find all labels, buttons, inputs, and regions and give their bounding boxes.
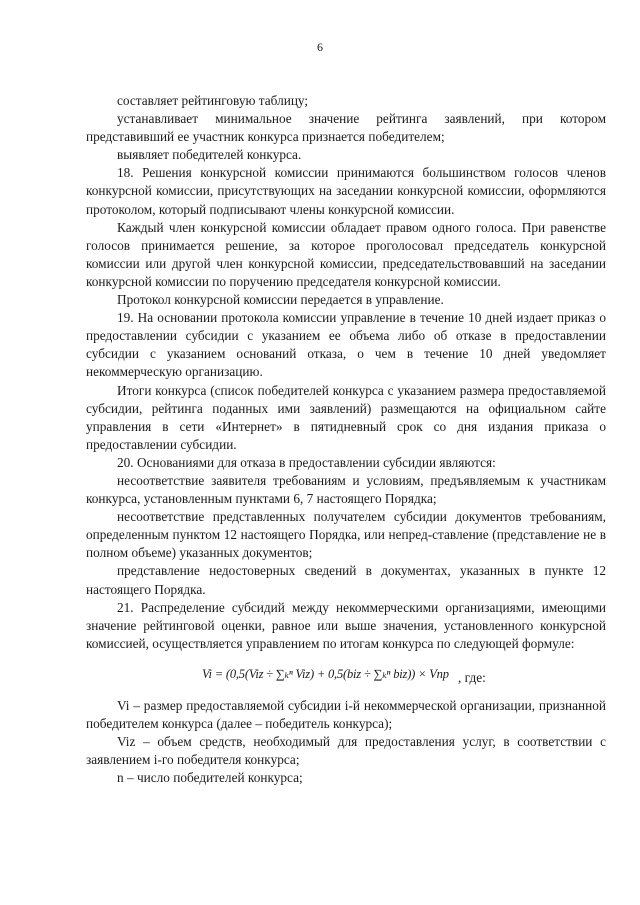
paragraph-clause-21: 21. Распределение субсидий между некоммерческими организациями, имеющими значение рейтинговой оценки, равное или выше значения, установленного конкурсной комиссией, осуществляется управлением по итогам конкурса по следующей формуле: bbox=[86, 599, 606, 651]
page-number: 6 bbox=[317, 40, 323, 54]
definition-viz: Viz – объем средств, необходимый для предоставления услуг, в соответствии с заявлением i-го победителя конкурса; bbox=[86, 734, 606, 768]
paragraph: несоответствие представленных получателем субсидии документов требованиям, определенным пунктом 12 настоящего Порядка, или непред-ставление (представление не в полном объеме) указанных документов; bbox=[86, 509, 606, 561]
subsidy-formula: Vi = (0,5(Viz ÷ ∑ₖⁿ Viz) + 0,5(biz ÷ ∑ₖⁿ biz)) × Vnp bbox=[202, 666, 449, 681]
formula-suffix: , где: bbox=[458, 669, 486, 685]
paragraph-clause-19: 19. На основании протокола комиссии управление в течение 10 дней издает приказ о предоставлении субсидии с указанием ее объема либо об отказе в предоставлении субсидии с указанием оснований отказа, о чем в течение 10 дней уведомляет некоммерческую организацию. bbox=[86, 310, 606, 380]
paragraph: устанавливает минимальное значение рейтинга заявлений, при котором представивший ее участник конкурса признается победителем; bbox=[86, 111, 606, 145]
paragraph: Каждый член конкурсной комиссии обладает правом одного голоса. При равенстве голосов принимается решение, за которое проголосовал председатель конкурсной комиссии или другой член конкурсной комиссии, председательствовавший на заседании конкурсной комиссии по поручению председателя конкурсной комиссии. bbox=[86, 219, 606, 289]
paragraph: выявляет победителей конкурса. bbox=[117, 147, 302, 163]
paragraph-clause-18: 18. Решения конкурсной комиссии принимаются большинством голосов членов конкурсной комиссии, присутствующих на заседании конкурсной комиссии, оформляются протоколом, который подписывают члены конкурсной комиссии. bbox=[86, 165, 606, 217]
paragraph: представление недостоверных сведений в документах, указанных в пункте 12 настоящего Порядка. bbox=[86, 563, 606, 597]
paragraph-clause-20: 20. Основаниями для отказа в предоставлении субсидии являются: bbox=[117, 454, 496, 470]
formula-row bbox=[86, 657, 606, 691]
paragraph: Протокол конкурсной комиссии передается в управление. bbox=[117, 292, 444, 308]
paragraph: составляет рейтинговую таблицу; bbox=[117, 93, 309, 108]
definition-n: n – число победителей конкурса; bbox=[117, 770, 303, 786]
paragraph: Итоги конкурса (список победителей конкурса с указанием размера предоставляемой субсидии, рейтинга поданных ими заявлений) размещаются на официальном сайте управления в сети «Интернет» в пятидневный срок со дня издания приказа о предоставлении субсидии. bbox=[86, 382, 606, 452]
paragraph: несоответствие заявителя требованиям и условиям, предъявляемым к участникам конкурса, установленным пунктами 6, 7 настоящего Порядка; bbox=[86, 472, 606, 507]
definition-vi: Vi – размер предоставляемой субсидии i-й некоммерческой организации, признанной победителем конкурса (далее – победитель конкурса); bbox=[86, 697, 606, 731]
document-body bbox=[86, 92, 606, 787]
